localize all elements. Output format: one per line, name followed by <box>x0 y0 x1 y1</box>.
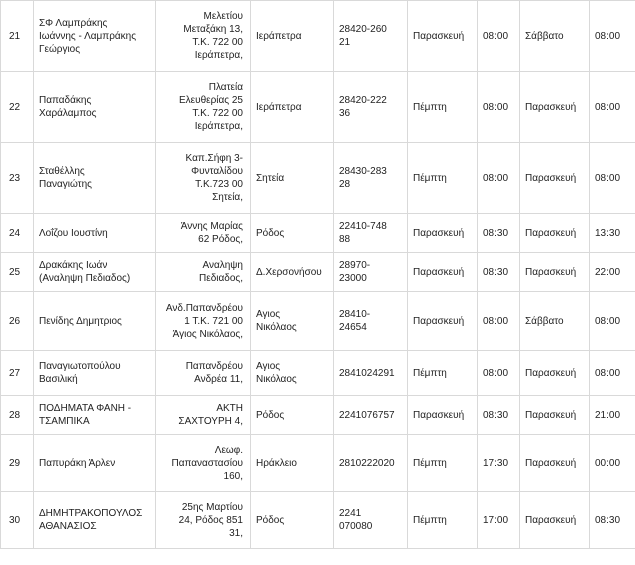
time-from-cell: 08:00 <box>478 143 520 214</box>
name-cell: ΣΦ Λαμπράκης Ιωάννης - Λαμπράκης Γεώργιος <box>34 1 156 72</box>
time-to-cell: 08:00 <box>590 143 635 214</box>
phone-cell: 2241 070080 <box>334 492 408 549</box>
row-number: 23 <box>1 143 34 214</box>
table-row <box>1 396 635 435</box>
time-to-cell: 08:00 <box>590 351 635 396</box>
phone-cell: 28410- 24654 <box>334 292 408 351</box>
row-number: 26 <box>1 292 34 351</box>
table-row <box>1 435 635 492</box>
address-cell: Μελετίου Μεταξάκη 13, Τ.Κ. 722 00 Ιεράπετρα, <box>156 1 251 72</box>
day-from-cell: Πέμπτη <box>408 492 478 549</box>
name-cell: ΠΟΔΗΜΑΤΑ ΦΑΝΗ - ΤΣΑΜΠΙΚΑ <box>34 396 156 435</box>
row-number: 29 <box>1 435 34 492</box>
row-number: 21 <box>1 1 34 72</box>
city-cell: Ρόδος <box>251 396 334 435</box>
time-to-cell: 08:00 <box>590 292 635 351</box>
name-cell: Παναγιωτοπούλου Βασιλική <box>34 351 156 396</box>
time-to-cell: 08:00 <box>590 1 635 72</box>
city-cell: Σητεία <box>251 143 334 214</box>
day-from-cell: Πέμπτη <box>408 435 478 492</box>
name-cell: Δρακάκης Ιωάν (Αναληψη Πεδιαδος) <box>34 253 156 292</box>
address-cell: Ανδ.Παπανδρέου 1 Τ.Κ. 721 00 Άγιος Νικόλαος, <box>156 292 251 351</box>
phone-cell: 28430-283 28 <box>334 143 408 214</box>
time-from-cell: 17:30 <box>478 435 520 492</box>
address-cell: Παπανδρέου Ανδρέα 11, <box>156 351 251 396</box>
row-number: 27 <box>1 351 34 396</box>
name-cell: Πενίδης Δημητριος <box>34 292 156 351</box>
table-row <box>1 72 635 143</box>
address-cell: Λεωφ. Παπαναστασίου 160, <box>156 435 251 492</box>
phone-cell: 2841024291 <box>334 351 408 396</box>
day-from-cell: Παρασκευή <box>408 396 478 435</box>
day-to-cell: Παρασκευή <box>520 396 590 435</box>
phone-cell: 2241076757 <box>334 396 408 435</box>
city-cell: Δ.Χερσονήσου <box>251 253 334 292</box>
name-cell: Παπυράκη Άρλεν <box>34 435 156 492</box>
city-cell: Ιεράπετρα <box>251 72 334 143</box>
day-to-cell: Παρασκευή <box>520 214 590 253</box>
time-from-cell: 08:00 <box>478 1 520 72</box>
name-cell: ΔΗΜΗΤΡΑΚΟΠΟΥΛΟΣ ΑΘΑΝΑΣΙΟΣ <box>34 492 156 549</box>
city-cell: Αγιος Νικόλαος <box>251 351 334 396</box>
city-cell: Ηράκλειο <box>251 435 334 492</box>
address-cell: Αναληψη Πεδιαδος, <box>156 253 251 292</box>
time-from-cell: 08:00 <box>478 292 520 351</box>
address-cell: 25ης Μαρτίου 24, Ρόδος 851 31, <box>156 492 251 549</box>
time-to-cell: 13:30 <box>590 214 635 253</box>
row-number: 28 <box>1 396 34 435</box>
day-to-cell: Παρασκευή <box>520 72 590 143</box>
day-from-cell: Πέμπτη <box>408 143 478 214</box>
day-from-cell: Παρασκευή <box>408 214 478 253</box>
table-row <box>1 1 635 72</box>
row-number: 22 <box>1 72 34 143</box>
time-to-cell: 08:00 <box>590 72 635 143</box>
day-to-cell: Σάββατο <box>520 292 590 351</box>
phone-cell: 28420-260 21 <box>334 1 408 72</box>
time-to-cell: 08:30 <box>590 492 635 549</box>
phone-cell: 22410-748 88 <box>334 214 408 253</box>
table-row <box>1 143 635 214</box>
day-from-cell: Πέμπτη <box>408 351 478 396</box>
time-to-cell: 22:00 <box>590 253 635 292</box>
city-cell: Ρόδος <box>251 214 334 253</box>
time-from-cell: 08:00 <box>478 351 520 396</box>
address-cell: Πλατεία Ελευθερίας 25 Τ.Κ. 722 00 Ιεράπετρα, <box>156 72 251 143</box>
day-to-cell: Σάββατο <box>520 1 590 72</box>
city-cell: Ρόδος <box>251 492 334 549</box>
table-row <box>1 214 635 253</box>
day-to-cell: Παρασκευή <box>520 492 590 549</box>
table-body <box>1 1 635 549</box>
row-number: 25 <box>1 253 34 292</box>
address-cell: Άννης Μαρίας 62 Ρόδος, <box>156 214 251 253</box>
day-from-cell: Πέμπτη <box>408 72 478 143</box>
day-from-cell: Παρασκευή <box>408 1 478 72</box>
name-cell: Παπαδάκης Χαράλαμπος <box>34 72 156 143</box>
time-from-cell: 08:30 <box>478 396 520 435</box>
day-to-cell: Παρασκευή <box>520 143 590 214</box>
city-cell: Αγιος Νικόλαος <box>251 292 334 351</box>
table-row <box>1 351 635 396</box>
row-number: 30 <box>1 492 34 549</box>
day-to-cell: Παρασκευή <box>520 435 590 492</box>
name-cell: Λοΐζου Ιουστίνη <box>34 214 156 253</box>
day-from-cell: Παρασκευή <box>408 253 478 292</box>
table-row <box>1 492 635 549</box>
row-number: 24 <box>1 214 34 253</box>
time-from-cell: 17:00 <box>478 492 520 549</box>
city-cell: Ιεράπετρα <box>251 1 334 72</box>
phone-cell: 28970- 23000 <box>334 253 408 292</box>
time-from-cell: 08:00 <box>478 72 520 143</box>
phone-cell: 2810222020 <box>334 435 408 492</box>
table-row <box>1 292 635 351</box>
time-to-cell: 00:00 <box>590 435 635 492</box>
phone-cell: 28420-222 36 <box>334 72 408 143</box>
time-to-cell: 21:00 <box>590 396 635 435</box>
day-to-cell: Παρασκευή <box>520 351 590 396</box>
day-to-cell: Παρασκευή <box>520 253 590 292</box>
address-cell: ΑΚΤΗ ΣΑΧΤΟΥΡΗ 4, <box>156 396 251 435</box>
table-row <box>1 253 635 292</box>
time-from-cell: 08:30 <box>478 214 520 253</box>
address-cell: Καπ.Σήφη 3- Φυνταλίδου Τ.Κ.723 00 Σητεία, <box>156 143 251 214</box>
name-cell: Σταθέλλης Παναγιώτης <box>34 143 156 214</box>
time-from-cell: 08:30 <box>478 253 520 292</box>
day-from-cell: Παρασκευή <box>408 292 478 351</box>
